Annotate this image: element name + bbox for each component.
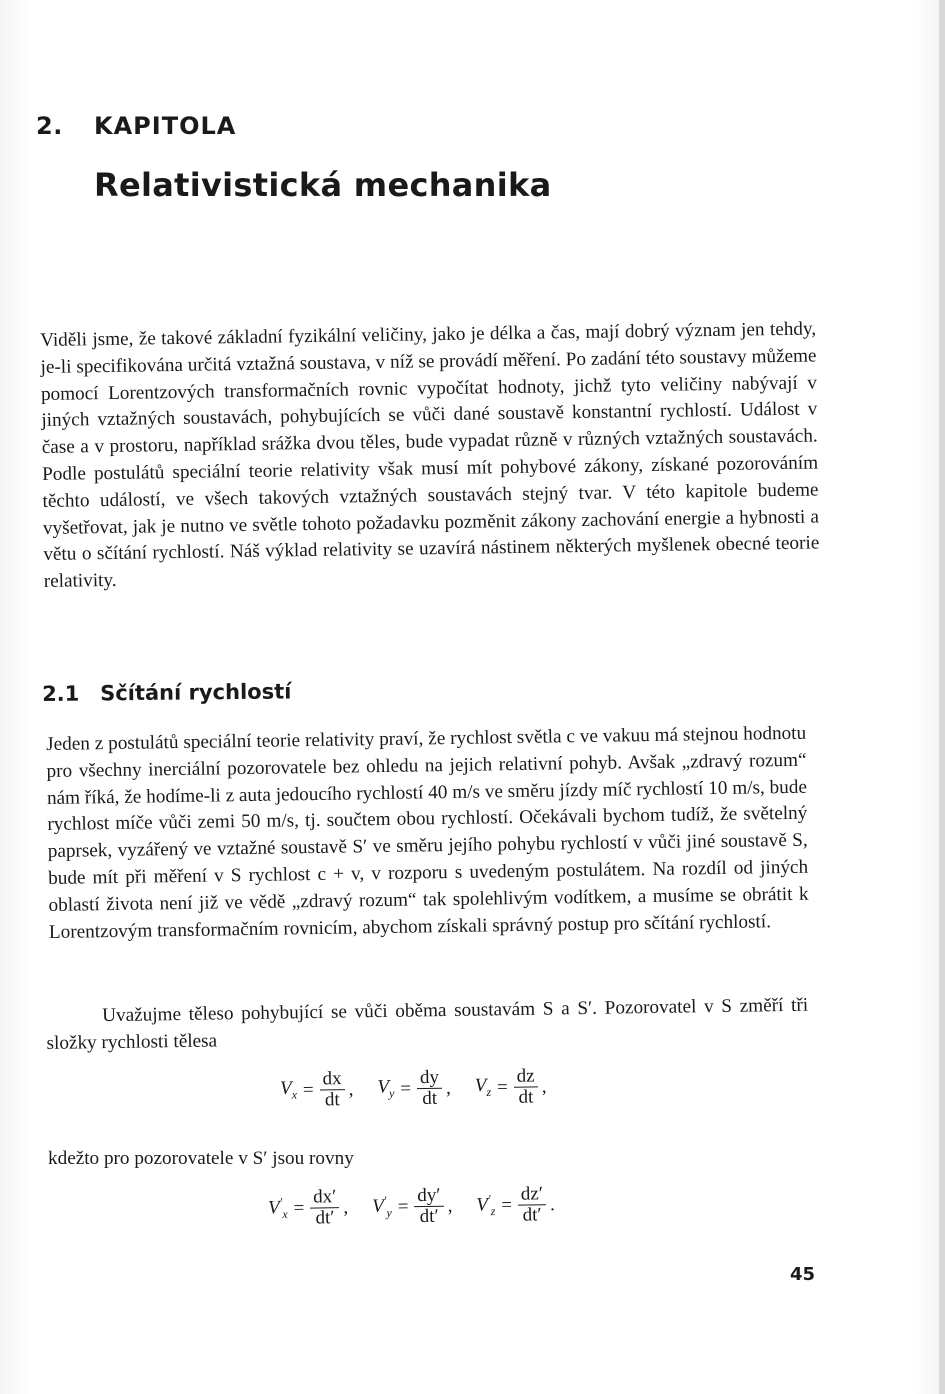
equation-punctuation: , [447,1195,453,1217]
fraction [514,1066,539,1107]
fraction [319,1069,345,1110]
fraction-denominator: dt′ [315,1207,335,1229]
section-paragraph-indented: Uvažujme těleso pohybující se vůči oběma soustavám S a S′. Pozorovatel v S změří tři složky rychlosti tělesa [46,994,809,1054]
equation-punctuation: , [343,1196,349,1218]
chapter-title: Relativistická mechanika [94,166,552,204]
fraction-denominator: dt′ [419,1205,439,1228]
fraction-numerator: dy′ [414,1186,443,1207]
velocity-equation-s [280,1066,571,1111]
equation-lhs: $V_y$ [377,1076,395,1101]
equals-sign: = [397,1195,409,1217]
fraction-denominator: dt [324,1089,340,1111]
page-edge-shadow [939,0,945,1394]
equation-punctuation: . [549,1193,555,1215]
fraction-denominator: dt [518,1086,534,1108]
fraction [310,1187,340,1228]
fraction-numerator: dy [417,1068,442,1089]
chapter-label: KAPITOLA [94,112,237,140]
fraction-numerator: dz′ [518,1184,546,1205]
section-number: 2.1 [42,681,80,706]
fraction-denominator: dt′ [522,1204,542,1226]
velocity-equation-s-prime [268,1184,579,1229]
equation-punctuation: , [541,1075,547,1097]
equation-lhs: $V'_y$ [372,1193,392,1220]
fraction-numerator: dx′ [310,1187,339,1208]
equals-sign: = [302,1079,314,1101]
equation-term [377,1068,451,1110]
equals-sign: = [501,1194,513,1216]
equation-punctuation: , [445,1077,451,1099]
equation-term [475,1066,547,1108]
intertext: kdežto pro pozorovatele v S′ jsou rovny [48,1148,354,1169]
equals-sign: = [400,1077,412,1099]
equation-term [268,1187,349,1229]
equation-lhs: $V'_x$ [267,1194,288,1222]
equals-sign: = [293,1197,305,1219]
section-heading [42,679,291,706]
fraction [414,1186,444,1227]
equation-lhs: $V_z$ [474,1075,492,1100]
equation-lhs: $V_x$ [279,1077,298,1102]
equation-punctuation: , [348,1078,354,1100]
fraction-numerator: dz [514,1066,538,1087]
fraction [518,1184,547,1225]
intro-paragraph: Viděli jsme, že takové základní fyzikální veličiny, jako je délka a čas, mají dobrý význam jen tehdy, je-li specifikována určitá vztažná soustava, v níž se provádí měření. Po zadání této soustavy můžeme pomocí Lorentzových transformačních rovnic vypočítat hodnoty, jichž tyto veličiny nabývají v jiných vztažných soustavách, pohybujících se vůči dané soustavě konstantní rychlostí. Událost v čase a v prostoru, například srážka dvou těles, bude vypadat různě v různých vztažných soustavách. Podle postulátů speciální teorie relativity však musí mít pohybové zákony, získané pozorováním těchto událostí, ve všech takových vztažných soustavách stejný tvar. V této kapitole budeme vyšetřovat, jak je nutno ve světle tohoto požadavku pozměnit zákony zachování energie a hybnosti a větu o sčítání rychlostí. Náš výklad relativity se uzavírá nástinem některých myšlenek obecné teorie relativity. [40,318,820,593]
section-title: Sčítání rychlostí [99,679,292,706]
equation-term [476,1184,555,1226]
section-paragraph: Jeden z postulátů speciální teorie relativity praví, že rychlost světla c ve vakuu má stejnou hodnotu pro všechny inerciální pozorovatele bez ohledu na jejich relativní pohyb. Avšak „zdravý rozum“ nám říká, že hodíme-li z auta jedoucího rychlostí 40 m/s ve směru jízdy míč rychlostí 10 m/s, bude rychlost míče vůči zemi 50 m/s, tj. součtem obou rychlostí. Očekávali bychom tudíž, že světelný paprsek, vyzářený ve vztažné soustavě S′ ve směru jejího pohybu rychlostí v vůči jiné soustavě S, bude mít při měření v S rychlost c + v, v rozporu s uvedeným postulátem. Na rozdíl od jiných oblastí života není již ve vědě „zdravý rozum“ tak spolehlivým vodítkem, a musíme se obrátit k Lorentzovým transformačním rovnicím, abychom získali správný postup pro sčítání rychlostí. [46,722,809,943]
fraction-denominator: dt [422,1087,438,1110]
equals-sign: = [496,1076,508,1098]
equation-term [372,1186,453,1228]
chapter-number: 2. [36,112,63,140]
page-number: 45 [790,1264,816,1285]
fraction [417,1068,443,1109]
fraction-numerator: dx [319,1069,344,1090]
equation-lhs: $V'_z$ [476,1192,496,1219]
equation-term [280,1069,354,1111]
